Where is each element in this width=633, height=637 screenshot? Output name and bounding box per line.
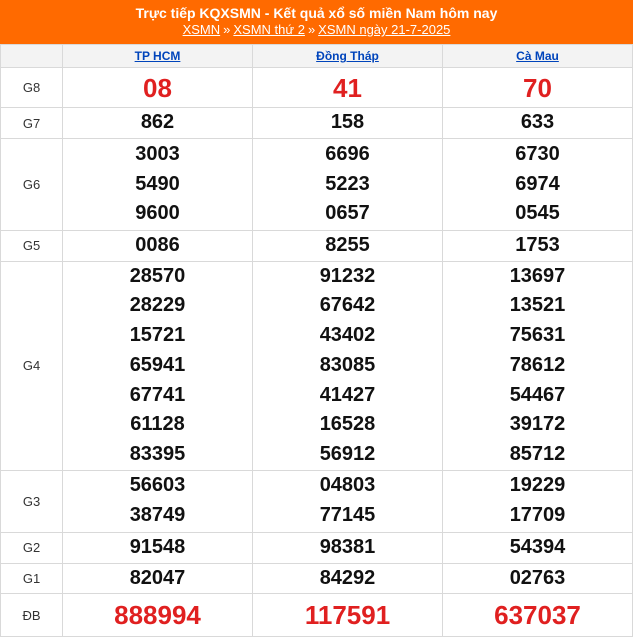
result-number: 0086 <box>135 234 180 256</box>
result-number: 3003 <box>135 142 180 165</box>
result-cell <box>253 470 443 532</box>
result-number: 04803 <box>319 474 376 497</box>
prize-row-g4 <box>1 261 633 470</box>
result-cell <box>253 231 443 262</box>
result-number: 43402 <box>319 324 376 347</box>
province-header <box>63 45 253 68</box>
result-cell <box>63 470 253 532</box>
result-number: 9600 <box>135 202 180 225</box>
result-number: 02763 <box>509 566 566 589</box>
result-cell <box>253 108 443 139</box>
breadcrumb <box>0 22 633 38</box>
result-number: 77145 <box>319 504 376 527</box>
province-header <box>253 45 443 68</box>
result-cell <box>253 139 443 231</box>
result-number: 41427 <box>319 383 376 406</box>
province-link-ca-mau[interactable]: Cà Mau <box>516 49 559 63</box>
result-number: 85712 <box>509 442 566 465</box>
result-number: 6730 <box>515 142 560 165</box>
result-cell <box>63 563 253 594</box>
result-number: 158 <box>330 111 365 134</box>
prize-label: G2 <box>1 532 63 563</box>
prize-row-g2 <box>1 532 633 563</box>
result-number: 0657 <box>325 202 370 225</box>
result-number: 862 <box>140 111 175 134</box>
result-number: 70 <box>523 72 552 103</box>
result-number: 1753 <box>515 234 560 256</box>
result-cell <box>63 532 253 563</box>
result-number: 91232 <box>319 264 376 287</box>
breadcrumb-separator: » <box>223 22 231 37</box>
result-number: 84292 <box>319 566 376 589</box>
result-number: 83395 <box>129 442 186 465</box>
result-number: 65941 <box>129 353 186 376</box>
prize-label: G1 <box>1 563 63 594</box>
prize-label: G8 <box>1 68 63 108</box>
province-link-tp-hcm[interactable]: TP HCM <box>134 49 181 63</box>
result-cell <box>63 261 253 470</box>
prize-label: G4 <box>1 261 63 470</box>
result-cell <box>63 231 253 262</box>
prize-label: G5 <box>1 231 63 262</box>
breadcrumb-separator: » <box>307 22 316 37</box>
result-number: 17709 <box>509 504 566 527</box>
page-title: Trực tiếp KQXSMN - Kết quả xổ số miền Nam hôm nay <box>135 5 498 21</box>
result-cell <box>253 563 443 594</box>
prize-row-g5 <box>1 231 633 262</box>
result-cell <box>63 108 253 139</box>
result-number: 54394 <box>509 535 566 558</box>
result-number: 15721 <box>129 324 186 347</box>
result-cell <box>63 594 253 637</box>
result-cell <box>443 532 633 563</box>
result-cell <box>253 532 443 563</box>
result-number: 61128 <box>130 413 185 436</box>
prize-row-g3 <box>1 470 633 532</box>
result-number: 28570 <box>129 264 186 287</box>
prize-label: ĐB <box>1 594 63 637</box>
result-number: 888994 <box>114 600 201 631</box>
result-number: 5223 <box>325 172 370 195</box>
prize-label: G6 <box>1 139 63 231</box>
corner-cell <box>1 45 63 68</box>
result-number: 38749 <box>129 504 186 527</box>
result-number: 0545 <box>515 202 560 225</box>
result-number: 6974 <box>515 172 560 195</box>
result-cell <box>443 231 633 262</box>
result-number: 16528 <box>319 413 376 436</box>
result-number: 637037 <box>494 600 581 631</box>
province-header-row <box>1 45 633 68</box>
result-number: 67642 <box>319 294 376 317</box>
result-cell <box>443 68 633 108</box>
result-cell <box>443 108 633 139</box>
result-cell <box>63 139 253 231</box>
prize-label: G7 <box>1 108 63 139</box>
result-number: 8255 <box>325 234 370 256</box>
result-number: 13521 <box>509 294 566 317</box>
result-cell <box>63 68 253 108</box>
result-number: 78612 <box>509 353 566 376</box>
result-cell <box>443 470 633 532</box>
result-cell <box>253 68 443 108</box>
prize-label: G3 <box>1 470 63 532</box>
result-number: 83085 <box>319 353 376 376</box>
prize-row-g8 <box>1 68 633 108</box>
result-number: 6696 <box>325 142 370 165</box>
result-cell <box>253 594 443 637</box>
result-number: 91548 <box>129 535 186 558</box>
result-number: 5490 <box>135 172 180 195</box>
result-number: 117591 <box>304 600 391 631</box>
result-number: 28229 <box>129 294 186 317</box>
prize-row-g6 <box>1 139 633 231</box>
prize-row-g7 <box>1 108 633 139</box>
province-link-dong-thap[interactable]: Đồng Tháp <box>316 49 379 63</box>
result-number: 67741 <box>129 383 186 406</box>
page-header <box>0 0 633 44</box>
result-number: 75631 <box>509 324 566 347</box>
result-cell <box>443 261 633 470</box>
result-number: 633 <box>520 111 555 134</box>
breadcrumb-link-xsmn[interactable]: XSMN <box>182 22 221 37</box>
result-number: 41 <box>333 72 362 103</box>
result-number: 82047 <box>129 566 186 589</box>
breadcrumb-link-xsmn-date[interactable]: XSMN ngày 21-7-2025 <box>318 22 451 37</box>
result-cell <box>443 139 633 231</box>
result-number: 98381 <box>319 535 376 558</box>
prize-row-g1 <box>1 563 633 594</box>
prize-row-db <box>1 594 633 637</box>
province-header <box>443 45 633 68</box>
result-number: 54467 <box>509 383 566 406</box>
result-cell <box>443 563 633 594</box>
result-cell <box>253 261 443 470</box>
result-number: 56912 <box>319 442 376 465</box>
result-number: 08 <box>143 72 172 103</box>
result-number: 13697 <box>509 264 566 287</box>
breadcrumb-link-xsmn-thu-2[interactable]: XSMN thứ 2 <box>233 22 305 37</box>
results-table <box>0 44 633 637</box>
result-number: 19229 <box>509 474 566 497</box>
result-number: 39172 <box>509 413 566 436</box>
result-number: 56603 <box>129 474 186 497</box>
result-cell <box>443 594 633 637</box>
